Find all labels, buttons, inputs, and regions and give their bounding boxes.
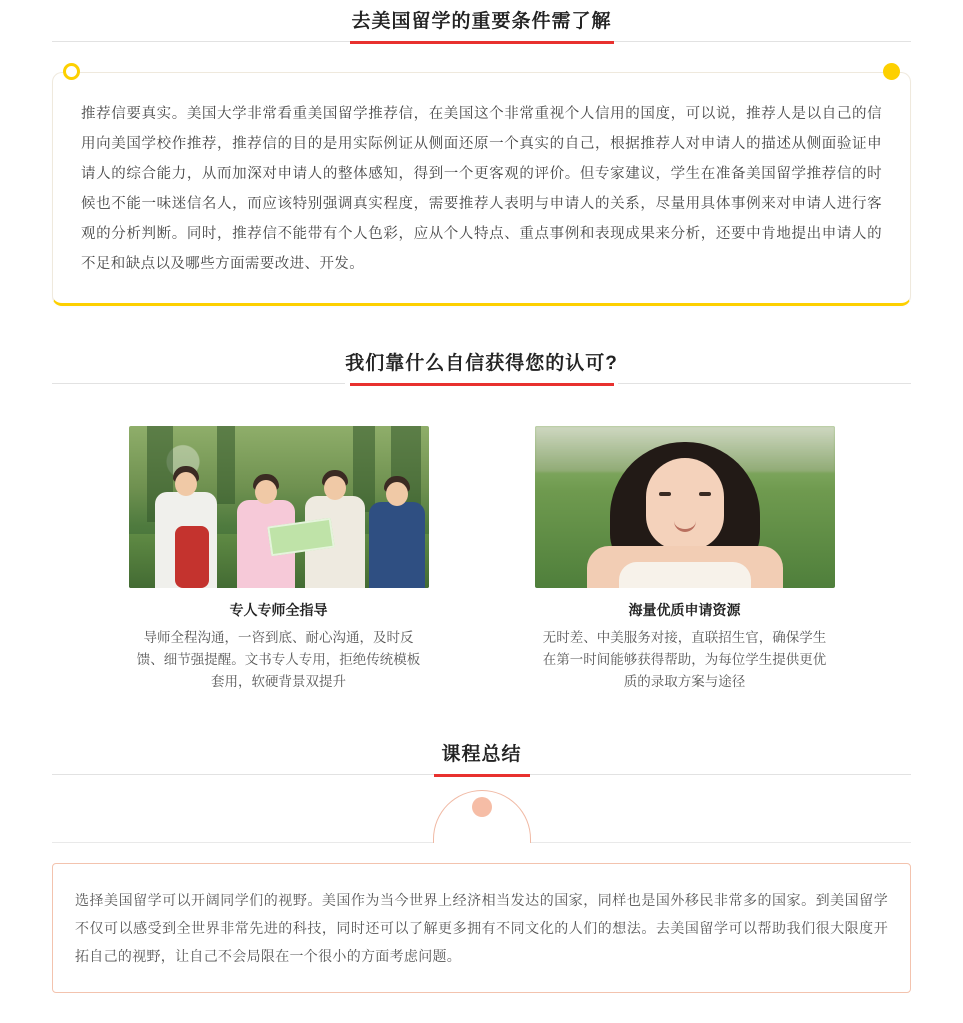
feature-card-caption: 专人专师全指导 xyxy=(229,602,328,618)
section-title-confidence: 我们靠什么自信获得您的认可? xyxy=(345,348,618,385)
title-underline xyxy=(350,383,614,386)
student-figure xyxy=(369,502,425,588)
head-shape xyxy=(255,480,277,504)
shirt-shape xyxy=(619,562,751,588)
head-shape xyxy=(175,472,197,496)
arc-decoration xyxy=(52,791,911,843)
decorative-dot-left-icon xyxy=(63,63,80,80)
section-heading-conditions xyxy=(0,0,963,44)
head-shape xyxy=(324,476,346,500)
recommendation-note-wrap xyxy=(52,72,911,306)
title-underline xyxy=(350,41,614,44)
face-shape xyxy=(646,458,724,550)
eye-shape xyxy=(699,492,711,496)
eye-shape xyxy=(659,492,671,496)
feature-card-description: 无时差、中美服务对接，直联招生官，确保学生在第一时间能够获得帮助，为每位学生提供更优质的录取方案与途径 xyxy=(542,630,827,689)
student-portrait-photo xyxy=(535,426,835,588)
students-photo xyxy=(129,426,429,588)
title-underline xyxy=(434,774,530,777)
summary-wrap xyxy=(52,791,911,993)
summary-text: 选择美国留学可以开阔同学们的视野。美国作为当今世界上经济相当发达的国家，同样也是国外移民非常多的国家。到美国留学不仅可以感受到全世界非常先进的科技，同时还可以了解更多拥有不同文化的人们的想法。去美国留学可以帮助我们很大限度开拓自己的视野，让自己不会局限在一个很小的方面考虑问题。 xyxy=(75,892,888,964)
page-title: 去美国留学的重要条件需了解 xyxy=(351,6,611,43)
recommendation-note-text: 推荐信要真实。美国大学非常看重美国留学推荐信，在美国这个非常重视个人信用的国度，可以说，推荐人是以自己的信用向美国学校作推荐，推荐信的目的是用实际例证从侧面还原一个真实的自己，根据推荐人对申请人的描述从侧面验证申请人的综合能力，从而加深对申请人的整体感知，得到一个更客观的评价。但专家建议，学生在准备美国留学推荐信的时候也不能一味迷信名人，而应该特别强调真实程度，需要推荐人表明与申请人的关系，尽量用具体事例来对申请人进行客观的分析判断。同时，推荐信不能带有个人色彩，应从个人特点、重点事例和表现成果来分析，还要中肯地提出申请人的不足和缺点以及哪些方面需要改进、开发。 xyxy=(81,106,882,272)
decorative-dot-right-icon xyxy=(883,63,900,80)
student-figure xyxy=(155,492,217,588)
head-shape xyxy=(386,482,408,506)
section-title-summary: 课程总结 xyxy=(441,739,521,776)
feature-card-list xyxy=(0,426,963,693)
backpack-shape xyxy=(175,526,209,588)
section-heading-summary xyxy=(0,733,963,777)
feature-card-description: 导师全程沟通，一咨到底、耐心沟通，及时反馈、细节强提醒。文书专人专用，拒绝传统模板套用，软硬背景双提升 xyxy=(136,630,421,689)
section-heading-confidence xyxy=(0,342,963,386)
feature-card-caption: 海量优质申请资源 xyxy=(628,602,741,618)
feature-card xyxy=(535,426,835,693)
feature-card xyxy=(129,426,429,693)
arc-bulb-icon xyxy=(472,797,492,817)
recommendation-note-box xyxy=(52,72,911,306)
bottom-spacer xyxy=(0,993,963,1023)
summary-box xyxy=(52,863,911,993)
tree-shape-icon xyxy=(217,426,235,504)
